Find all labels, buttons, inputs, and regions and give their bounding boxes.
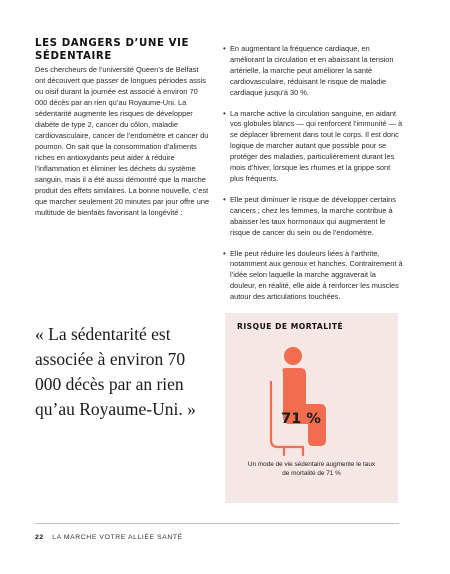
article-intro: Des chercheurs de l’université Queen’s de Belfast ont découvert que passer de longues périodes assis ou oisif durant la journée est associé à environ 70 000 décès par an rien qu’au Royaume-Uni. La sédentarité augmente les risques de développer diabète de type 2, cancer du côlon, maladie cardiovasculaire, cancer de l’endomètre et cancer du poumon. On sait que la consommation d’aliments riches en antioxydants peut aider à réduire l’inflammation et éliminer les déchets du système sanguin, mais il a été aussi démontré que la marche produit des effets similaires. La bonne nouvelle, c’est que marcher seulement 20 minutes par jour offre une multitude de bienfaits favorisant la longévité :	[35, 65, 210, 217]
page-footer	[35, 534, 183, 541]
list-item-text: En augmentant la fréquence cardiaque, en améliorant la circulation et en abaissant la tension artérielle, la marche peut améliorer la santé cardiovasculaire, réduisant le risque de maladie cardiaque jusqu’à 30 %.	[230, 44, 394, 97]
bullet-icon: •	[223, 44, 226, 53]
seated-person-icon	[271, 347, 326, 455]
footer-divider	[35, 523, 399, 524]
list-item-text: La marche active la circulation sanguine, en aidant vos globules blancs — qui renforcent l’immunité — à se déplacer librement dans tout le corps. Il est donc logique de marcher autant que possible pour se protéger des maladies, particulièrement durant les mois d’hiver, lorsque les rhumes et la grippe sont plus fréquents.	[230, 108, 403, 183]
bullet-icon: •	[223, 108, 226, 118]
stat-caption: Un mode de vie sédentaire augmente le taux de mortalité de 71 %	[247, 461, 376, 477]
stat-title: RISQUE DE MORTALITÉ	[237, 322, 344, 331]
article-title-line-1: LES DANGERS D’UNE VIE	[35, 38, 190, 49]
footer-title: LA MARCHE VOTRE ALLIÉE SANTÉ	[52, 534, 183, 541]
list-item-text: Elle peut diminuer le risque de développer certains cancers ; chez les femmes, la marche contribue à abaisser les taux hormonaux qui augmentent le risque de cancer du sein ou de l’endomètre.	[230, 194, 396, 237]
bullet-icon: •	[223, 194, 226, 204]
pull-quote: « La sédentarité est associée à environ 70 000 décès par an rien qu’au Royaume-Uni. »	[35, 324, 196, 419]
bullet-icon: •	[223, 248, 226, 258]
article-title-line-2: SÉDENTAIRE	[35, 50, 112, 62]
page-number: 22	[35, 534, 44, 541]
stat-value: 71 %	[281, 411, 321, 427]
list-item-text: Elle peut réduire les douleurs liées à l’arthrite, notamment aux genoux et hanches. Contrairement à l’idée selon laquelle la marche aggraverait la douleur, en réalité, elle aide à renforcer les muscles autour des articulations touchées.	[230, 248, 403, 302]
